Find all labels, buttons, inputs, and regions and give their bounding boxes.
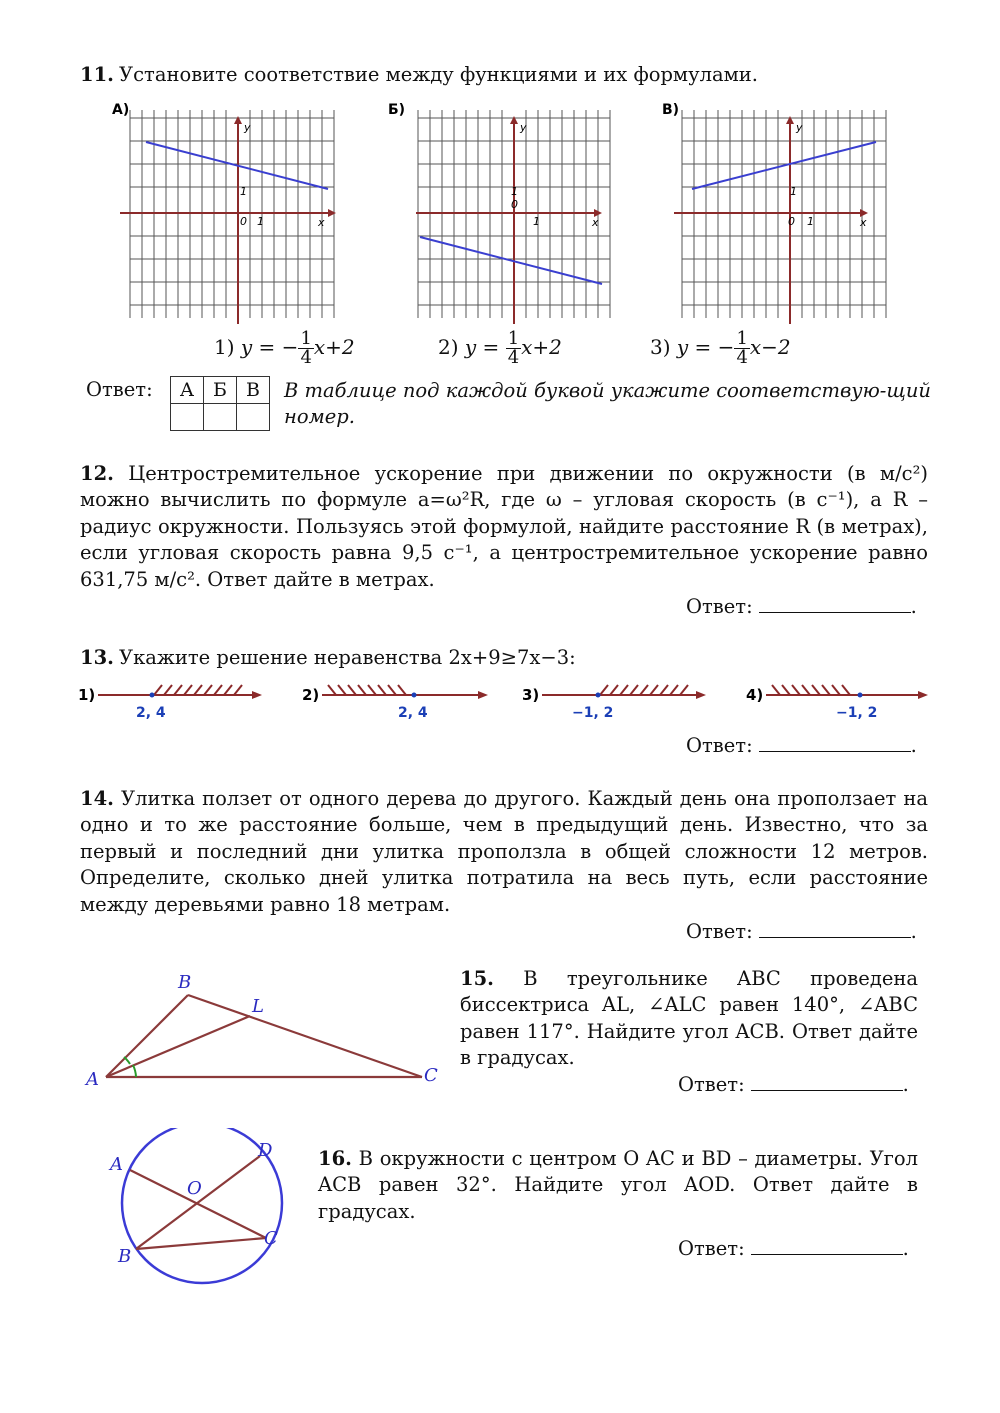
graph-b-label: Б) — [388, 102, 406, 118]
graph-a — [110, 100, 342, 324]
option-2-hatching — [328, 685, 406, 695]
point-a-label: A — [110, 1154, 123, 1175]
task13-answer-label: Ответ: — [686, 734, 753, 757]
formula-3-tail: x−2 — [749, 335, 791, 359]
angle-mark-2 — [124, 1057, 130, 1064]
answer-cell-a[interactable] — [171, 404, 204, 431]
formula-1-lhs: y — [240, 335, 253, 359]
table-header-b: Б — [204, 377, 237, 404]
formula-1-fraction — [298, 330, 313, 367]
task11-answer-label: Ответ: — [86, 378, 153, 401]
task16-paragraph — [318, 1146, 918, 1225]
task13-number-lines — [76, 678, 934, 724]
formula-3-index: 3) — [650, 335, 671, 359]
task14-answer-label: Ответ: — [686, 920, 753, 943]
graph-a-x-label: x — [318, 216, 325, 229]
option-3-label: 3) — [522, 686, 540, 704]
graph-b-one-y: 1 — [511, 185, 518, 198]
option-2-point — [412, 693, 417, 698]
vertex-b-label: B — [178, 972, 192, 993]
task16-answer: Ответ: . — [678, 1237, 909, 1260]
task13-answer-field[interactable] — [759, 733, 911, 752]
task11-number: 11. — [80, 63, 114, 86]
option-2-arrow-icon — [478, 691, 488, 699]
option-1-point — [150, 693, 155, 698]
formula-2-tail: x+2 — [521, 335, 562, 359]
point-l-label: L — [252, 996, 264, 1017]
graph-c — [660, 100, 892, 324]
graph-a-y-label: y — [244, 121, 251, 134]
graph-a-one-x: 1 — [257, 215, 264, 228]
graph-a-y-arrow-icon — [234, 116, 242, 124]
task14-text: Улитка ползет от одного дерева до другого. Каждый день она проползает на одно и то же расстояние больше, чем в предыдущий день. Известно, что за первый и последний дни улитка проползла в общей сложности 12 метров. Определите, сколько дней улитка потратила на весь путь, если расстояние между деревьями равно 18 метрам. — [80, 787, 928, 916]
formula-3-lhs: y — [676, 335, 689, 359]
formula-2-denominator: 4 — [507, 347, 520, 368]
point-d-label: D — [258, 1140, 273, 1161]
option-1-arrow-icon — [252, 691, 262, 699]
point-c-label: C — [264, 1228, 278, 1249]
task12-answer-field[interactable] — [759, 594, 911, 613]
answer-cell-b[interactable] — [204, 404, 237, 431]
task15-answer-field[interactable] — [751, 1072, 903, 1091]
task15-paragraph — [460, 966, 918, 1072]
table-header-c: В — [237, 377, 270, 404]
task14-number: 14. — [80, 787, 114, 810]
vertex-a-label: A — [86, 1069, 99, 1090]
graph-c-y-arrow-icon — [786, 116, 794, 124]
task16-answer-label: Ответ: — [678, 1237, 745, 1260]
task16-number: 16. — [318, 1147, 352, 1170]
formula-3-fraction — [734, 330, 749, 367]
task12-answer-label: Ответ: — [686, 595, 753, 618]
task11-text: Установите соответствие между функциями и их формулами. — [119, 63, 758, 86]
bisector-al — [106, 1016, 250, 1077]
option-2-value: 2, 4 — [398, 705, 428, 721]
graph-c-y-label: y — [796, 121, 803, 134]
option-3-arrow-icon — [696, 691, 706, 699]
graph-c-label: В) — [662, 102, 680, 118]
side-bc — [188, 995, 422, 1077]
side-ab — [106, 995, 188, 1077]
task15-text: В треугольнике ABC проведена биссектриса AL, ∠ALC равен 140°, ∠ABC равен 117°. Найдите угол ACB. Ответ дайте в градусах. — [460, 967, 918, 1070]
task11-instruction: В таблице под каждой буквой укажите соответствую-щий номер. — [284, 379, 931, 428]
formula-3-denominator: 4 — [736, 347, 748, 368]
option-1-hatching — [154, 685, 242, 695]
formula-2 — [438, 330, 562, 367]
option-3-value: −1, 2 — [572, 705, 614, 721]
task15-answer-label: Ответ: — [678, 1073, 745, 1096]
formula-3-numerator: 1 — [736, 328, 748, 349]
chord-bc — [136, 1238, 266, 1249]
graph-c-one-x: 1 — [807, 215, 814, 228]
graph-a-x-arrow-icon — [328, 209, 336, 217]
answer-cell-c[interactable] — [237, 404, 270, 431]
task15-answer: Ответ: . — [678, 1073, 909, 1096]
graph-a-origin: 0 — [240, 215, 247, 228]
option-4-point — [858, 693, 863, 698]
task12-number: 12. — [80, 462, 114, 485]
option-1-label: 1) — [78, 686, 96, 704]
option-2-label: 2) — [302, 686, 320, 704]
triangle-figure — [84, 966, 444, 1096]
task16-text: В окружности с центром О AC и BD – диаметры. Угол ACB равен 32°. Найдите угол AOD. Ответ дайте в градусах. — [318, 1147, 919, 1223]
task12-text: Центростремительное ускорение при движении по окружности (в м/с²) можно вычислить по формуле a=ω²R, где ω – угловая скорость (в с⁻¹), а R – радиус окружности. Пользуясь этой формулой, найдите расстояние R (в метрах), если угловая скорость равна 9,5 с⁻¹, а центростремительное ускорение равно 631,75 м/с². Ответ дайте в метрах. — [80, 462, 928, 591]
table-header-a: А — [171, 377, 204, 404]
formula-1-numerator: 1 — [300, 328, 312, 349]
graph-b-function-line — [420, 237, 602, 284]
formula-3 — [650, 330, 791, 367]
formula-1-tail: x+2 — [313, 335, 355, 359]
graph-c-one-y: 1 — [790, 185, 797, 198]
graph-b-x-label: x — [592, 216, 599, 229]
center-o-label: O — [187, 1178, 202, 1199]
formula-1 — [214, 330, 355, 367]
graph-c-x-label: x — [860, 216, 867, 229]
option-4-arrow-icon — [918, 691, 928, 699]
task16-answer-field[interactable] — [751, 1236, 903, 1255]
task13-number: 13. — [80, 646, 114, 669]
graph-b-origin: 0 — [511, 198, 518, 211]
task11-answer-table — [170, 376, 270, 431]
graph-b-y-label: y — [520, 121, 527, 134]
task12-answer: Ответ: . — [686, 595, 917, 618]
task14-answer-field[interactable] — [759, 919, 911, 938]
formula-2-lhs: y — [464, 335, 477, 359]
task14-paragraph — [80, 786, 928, 918]
task13-text: Укажите решение неравенства 2x+9≥7x−3: — [119, 646, 576, 669]
formula-2-fraction — [506, 330, 521, 367]
option-3-hatching — [600, 685, 688, 695]
formula-1-denominator: 4 — [300, 347, 312, 368]
angle-mark-1 — [133, 1065, 136, 1077]
graph-b — [386, 100, 618, 324]
graph-a-one-y: 1 — [240, 185, 247, 198]
task11-header — [80, 62, 758, 88]
task14-answer: Ответ: . — [686, 920, 917, 943]
option-4-label: 4) — [746, 686, 764, 704]
option-4-hatching — [772, 685, 850, 695]
graph-c-origin: 0 — [788, 215, 795, 228]
point-b-label: B — [118, 1246, 132, 1267]
diameter-bd — [136, 1156, 260, 1249]
formula-2-eq: = — [476, 335, 506, 359]
circle-figure — [100, 1128, 300, 1288]
graph-c-function-line — [692, 142, 876, 189]
formula-1-index: 1) — [214, 335, 235, 359]
option-3-point — [596, 693, 601, 698]
graph-a-label: А) — [112, 102, 130, 118]
formula-2-numerator: 1 — [507, 328, 520, 349]
task15-number: 15. — [460, 967, 494, 990]
graph-b-one-x: 1 — [533, 215, 540, 228]
vertex-c-label: C — [424, 1065, 438, 1086]
task13-header — [80, 645, 576, 671]
formula-2-index: 2) — [438, 335, 459, 359]
task12-paragraph — [80, 461, 928, 593]
graph-b-y-arrow-icon — [510, 116, 518, 124]
formula-3-eq: = − — [688, 335, 735, 359]
formula-1-eq: = − — [252, 335, 299, 359]
option-1-value: 2, 4 — [136, 705, 166, 721]
option-4-value: −1, 2 — [836, 705, 878, 721]
task13-answer: Ответ: . — [686, 734, 917, 757]
